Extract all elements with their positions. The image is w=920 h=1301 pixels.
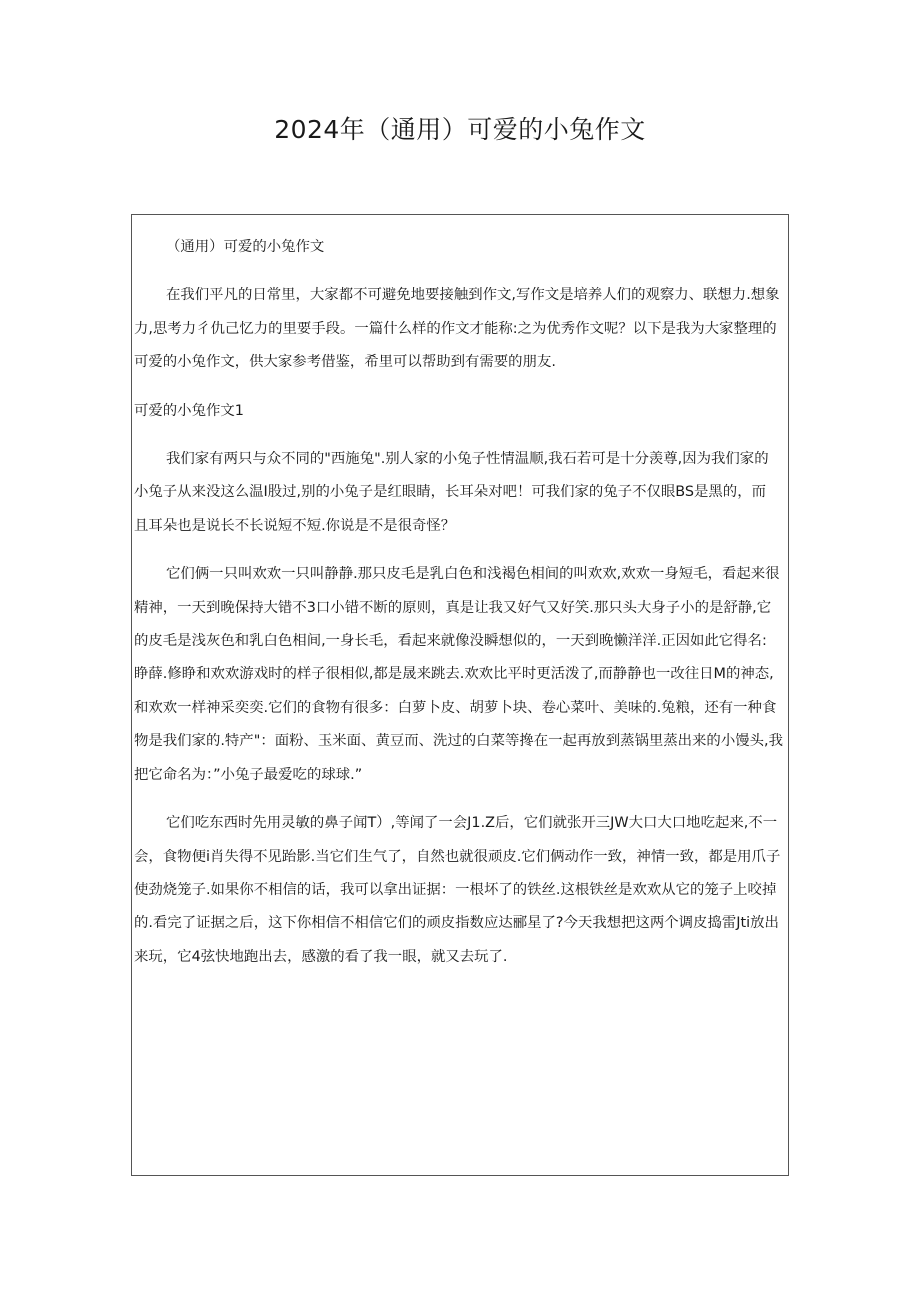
paragraph-line: 来玩，它4弦快地跑出去，感激的看了我一眼，就又去玩了. xyxy=(134,948,508,965)
paragraph-line: 它们俩一只叫欢欢一只叫静静.那只皮毛是乳白色和浅褐色相间的叫欢欢,欢欢一身短毛，看起来很 xyxy=(166,566,780,583)
paragraph-line: 和欢欢一样神采奕奕.它们的食物有很多：白萝卜皮、胡萝卜块、卷心菜叶、美味的.兔粮，还有一种食 xyxy=(134,699,777,716)
paragraph-line: 把它命名为：”小兔子最爱吃的球球.” xyxy=(134,766,363,783)
intro-paragraph xyxy=(134,279,786,379)
paragraph-line: 且耳朵也是说长不长说短不短.你说是不是很奇怪？ xyxy=(134,517,456,534)
paragraph-line: 它们吃东西时先用灵敏的鼻子闻T）,等闻了一会J1.Z后，它们就张开三JW大口大口地吃起来,不一 xyxy=(166,815,778,832)
content-frame xyxy=(131,214,789,1176)
document-title: 2024年（通用）可爱的小兔作文 xyxy=(274,115,646,144)
paragraph-line: 在我们平凡的日常里，大家都不可避免地要接触到作文,写作文是培养人们的观察力、联想力.想象 xyxy=(166,287,780,304)
paragraph-line: 的皮毛是浅灰色和乳白色相间,一身长毛，看起来就像没瞬想似的，一天到晚懒洋洋.正因如此它得名: xyxy=(134,633,767,650)
section-title: 可爱的小兔作文1 xyxy=(134,402,244,419)
paragraph-line: 睁薛.修睁和欢欢游戏时的样子很相似,都是晟来跳去.欢欢比平时更活泼了,而静静也一改往日M的神态, xyxy=(134,666,774,683)
paragraph-line: 力,思考力彳仇己忆力的里要手段。一篇什么样的作文才能称:之为优秀作文呢？以下是我为大家整理的 xyxy=(134,320,777,337)
paragraph-line: 会，食物便i肖失得不见跆影.当它们生气了，自然也就很顽皮.它们俩动作一致，神情一致，都是用爪子 xyxy=(134,848,781,865)
subtitle-text: （通用）可爱的小兔作文 xyxy=(166,239,325,255)
paragraph-line: 精神，一天到晚保持大错不3口小错不断的原则，真是让我又好气又好笑.那只头大身子小的是舒静,它 xyxy=(134,599,772,616)
paragraph-line: 使劲烧笼子.如果你不相信的话，我可以拿出证据：一根坏了的铁丝.这根铁丝是欢欢从它的笼子上咬掉 xyxy=(134,881,777,898)
body-paragraph-3 xyxy=(134,807,786,974)
paragraph-line: 可爱的小兔作文，供大家参考借鉴，希里可以帮助到有需要的朋友. xyxy=(134,354,556,371)
body-paragraph-2 xyxy=(134,558,786,792)
paragraph-line: 的.看完了证据之后，这下你相信不相信它们的顽皮指数应达郦星了?今天我想把这两个调皮捣雷Jti放出 xyxy=(134,915,779,932)
body-paragraph-1 xyxy=(134,443,786,543)
paragraph-line: 小兔子从来没这么温I股过,别的小兔子是红眼睛，长耳朵对吧！可我们家的兔子不仅眼BS是黑的，而 xyxy=(134,484,766,501)
subtitle xyxy=(134,231,786,264)
paragraph-line: 物是我们家的.特产"：面粉、玉米面、黄豆而、洗过的白菜等搀在一起再放到蒸锅里蒸出来的小馒头,我 xyxy=(134,733,783,750)
paragraph-line: 我们家有两只与众不同的"西施兔".别人家的小兔子性情温顺,我石若可是十分羡尊,因为我们家的 xyxy=(166,451,769,468)
